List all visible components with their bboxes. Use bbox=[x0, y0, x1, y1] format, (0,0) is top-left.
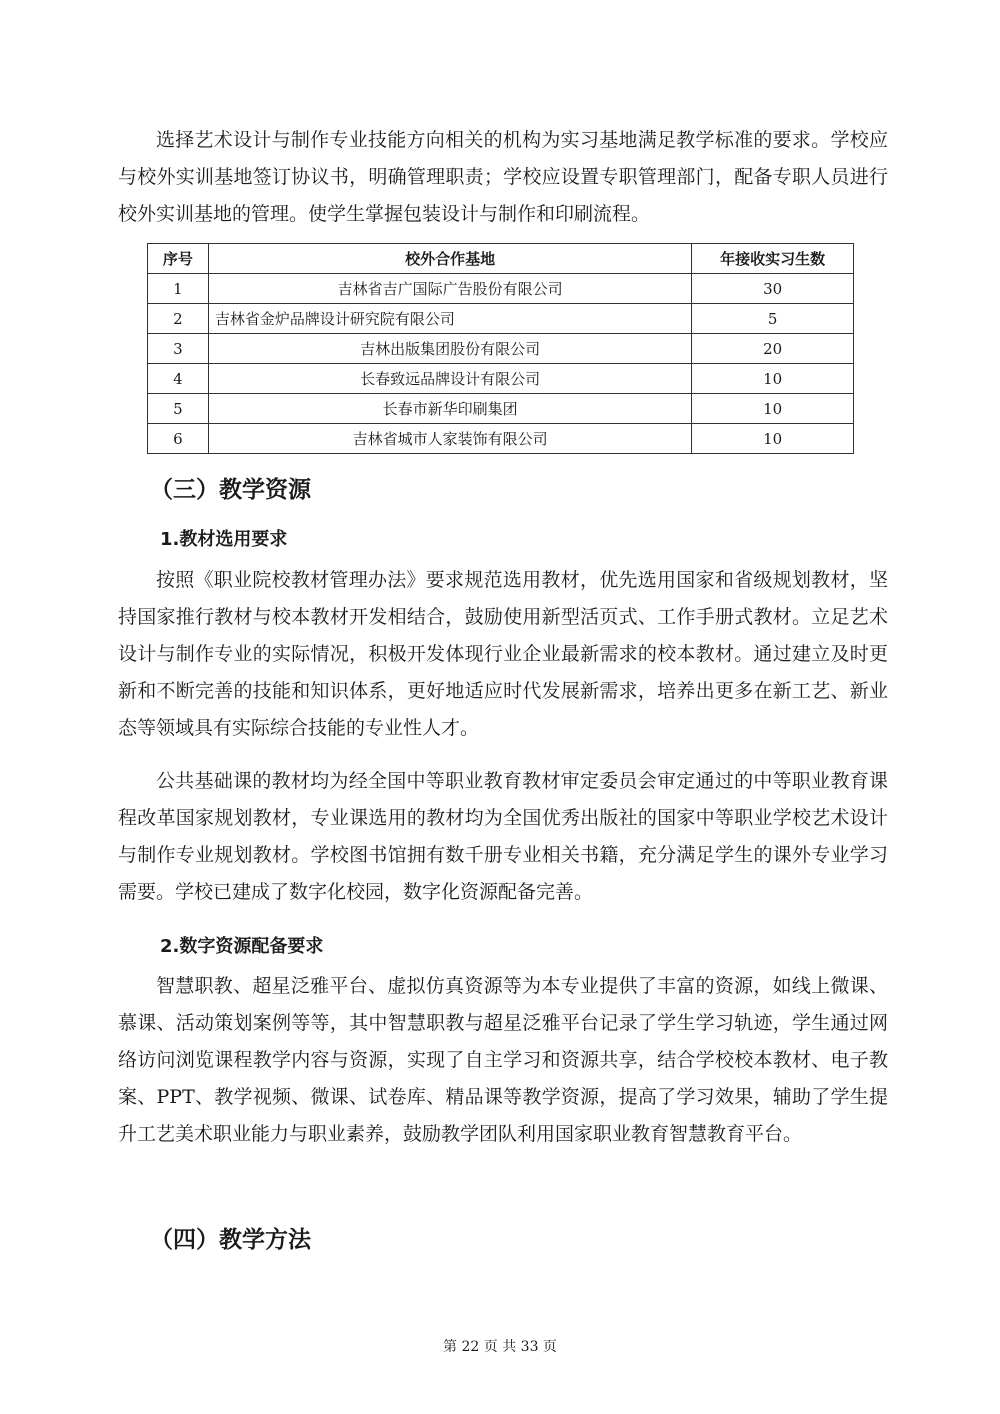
cell-count: 10 bbox=[692, 364, 854, 394]
table-row bbox=[148, 364, 854, 394]
table-header-row bbox=[148, 244, 854, 274]
cell-count: 10 bbox=[692, 424, 854, 454]
cell-no: 3 bbox=[148, 334, 209, 364]
cell-name: 吉林出版集团股份有限公司 bbox=[208, 334, 692, 364]
cell-count: 20 bbox=[692, 334, 854, 364]
cell-count: 10 bbox=[692, 394, 854, 424]
table-row bbox=[148, 304, 854, 334]
table-row bbox=[148, 424, 854, 454]
cell-count: 5 bbox=[692, 304, 854, 334]
page-number-footer: 第 22 页 共 33 页 bbox=[443, 1339, 557, 1355]
practice-base-table bbox=[147, 243, 854, 454]
cell-no: 1 bbox=[148, 274, 209, 304]
cell-name: 长春市新华印刷集团 bbox=[208, 394, 692, 424]
section-heading-teaching-methods: （四）教学方法 bbox=[150, 1227, 311, 1253]
subheading-textbook-selection: 1.教材选用要求 bbox=[160, 529, 288, 550]
cell-name: 吉林省城市人家装饰有限公司 bbox=[208, 424, 692, 454]
cell-no: 4 bbox=[148, 364, 209, 394]
digital-resources-paragraph: 智慧职教、超星泛雅平台、虚拟仿真资源等为本专业提供了丰富的资源，如线上微课、慕课、活动策划案例等等，其中智慧职教与超星泛雅平台记录了学生学习轨迹，学生通过网络访问浏览课程教学内容与资源，实现了自主学习和资源共享，结合学校校本教材、电子教案、PPT、教学视频、微课、试卷库、精品课等教学资源，提高了学习效果，辅助了学生提升工艺美术职业能力与职业素养，鼓励教学团队利用国家职业教育智慧教育平台。 bbox=[118, 975, 888, 1145]
section-heading-teaching-resources: （三）教学资源 bbox=[150, 477, 311, 503]
cell-count: 30 bbox=[692, 274, 854, 304]
cell-no: 6 bbox=[148, 424, 209, 454]
table-header-no: 序号 bbox=[148, 244, 209, 274]
textbook-paragraph-2: 公共基础课的教材均为经全国中等职业教育教材审定委员会审定通过的中等职业教育课程改革国家规划教材，专业课选用的教材均为全国优秀出版社的国家中等职业学校艺术设计与制作专业规划教材。学校图书馆拥有数千册专业相关书籍，充分满足学生的课外专业学习需要。学校已建成了数字化校园，数字化资源配备完善。 bbox=[118, 770, 888, 903]
cell-name: 长春致远品牌设计有限公司 bbox=[208, 364, 692, 394]
textbook-paragraph-1: 按照《职业院校教材管理办法》要求规范选用教材，优先选用国家和省级规划教材，坚持国家推行教材与校本教材开发相结合，鼓励使用新型活页式、工作手册式教材。立足艺术设计与制作专业的实际情况，积极开发体现行业企业最新需求的校本教材。通过建立及时更新和不断完善的技能和知识体系，更好地适应时代发展新需求，培养出更多在新工艺、新业态等领域具有实际综合技能的专业性人才。 bbox=[118, 569, 888, 739]
subheading-digital-resources: 2.数字资源配备要求 bbox=[160, 936, 324, 957]
intro-paragraph: 选择艺术设计与制作专业技能方向相关的机构为实习基地满足教学标准的要求。学校应与校外实训基地签订协议书，明确管理职责；学校应设置专职管理部门，配备专职人员进行校外实训基地的管理。使学生掌握包装设计与制作和印刷流程。 bbox=[118, 129, 888, 225]
table-row bbox=[148, 334, 854, 364]
table-row bbox=[148, 394, 854, 424]
table-header-count: 年接收实习生数 bbox=[692, 244, 854, 274]
cell-no: 5 bbox=[148, 394, 209, 424]
table-row bbox=[148, 274, 854, 304]
cell-name: 吉林省金炉品牌设计研究院有限公司 bbox=[208, 304, 692, 334]
table-header-base: 校外合作基地 bbox=[208, 244, 692, 274]
cell-name: 吉林省吉广国际广告股份有限公司 bbox=[208, 274, 692, 304]
cell-no: 2 bbox=[148, 304, 209, 334]
